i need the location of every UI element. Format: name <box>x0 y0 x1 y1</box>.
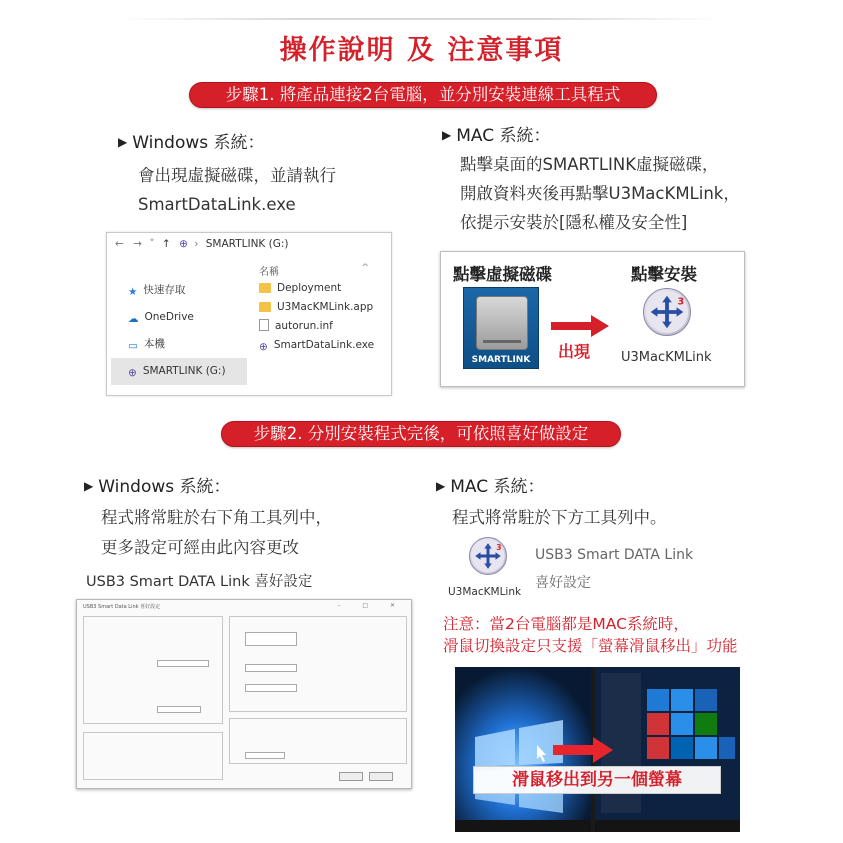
address-text[interactable]: SMARTLINK (G:) <box>205 238 289 250</box>
file-icon <box>259 319 269 331</box>
explorer-nav-pane <box>111 277 247 385</box>
page-title: 操作說明 及 注意事項 <box>279 35 564 66</box>
window-controls[interactable]: – □ ✕ <box>337 602 405 609</box>
step1-windows-heading: ▶ Windows 系統： <box>118 133 265 153</box>
u3mackmlink-app-icon[interactable] <box>643 288 691 336</box>
folder-icon <box>259 283 271 293</box>
step1-mac-text: 點擊桌面的SMARTLINK虛擬磁碟， 開啟資料夾後再點擊U3MacKMLink， 依提示安裝於[隱私權及安全性] <box>460 155 740 232</box>
svg-text:3: 3 <box>677 296 685 308</box>
step2-mac-text: 程式將常駐於下方工具列中。 <box>452 508 667 527</box>
number-input[interactable] <box>157 706 201 713</box>
settings-caption: USB3 Smart DATA Link 喜好設定 <box>86 574 313 590</box>
file-item-autorun[interactable]: autorun.inf <box>259 317 389 336</box>
app-icon: ⊕ <box>259 341 268 353</box>
option-box-1 <box>245 632 297 646</box>
step2-mac-heading: ▶ MAC 系統： <box>436 477 545 497</box>
monitor-icon: ▭ <box>128 340 138 352</box>
mac-note: 注意：當2台電腦都是MAC系統時， 滑鼠切換設定只支援「螢幕滑鼠移出」功能 <box>443 615 738 655</box>
dropdown-select[interactable] <box>157 660 209 667</box>
option-box-3 <box>245 684 297 692</box>
triangle-bullet-icon: ▶ <box>442 128 452 142</box>
option-box-2 <box>245 664 297 672</box>
red-arrow-icon <box>551 315 609 337</box>
back-icon[interactable]: ← <box>115 238 124 250</box>
u3mackmlink-tray-icon[interactable] <box>469 537 507 575</box>
move-screen-label: 滑鼠移出到另一個螢幕 <box>473 766 721 794</box>
smartlink-disk-icon[interactable] <box>463 287 539 369</box>
step2-windows-heading: ▶ Windows 系統： <box>84 477 231 497</box>
step1-mac-heading: ▶ MAC 系統： <box>442 126 551 146</box>
star-icon: ★ <box>128 286 138 298</box>
triangle-bullet-icon: ▶ <box>118 135 128 149</box>
drive-icon: ⊕ <box>179 238 188 250</box>
sort-caret-icon: ^ <box>361 263 369 273</box>
explorer-file-list <box>259 263 389 355</box>
settings-group-left-top <box>83 616 223 724</box>
nav-item-quick-access[interactable]: ★ 快速存取 <box>111 277 247 304</box>
cancel-button[interactable] <box>369 772 393 781</box>
ok-button[interactable] <box>339 772 363 781</box>
triangle-bullet-icon: ▶ <box>436 479 446 493</box>
preferences-dialog <box>76 599 412 789</box>
file-explorer-window <box>106 232 392 396</box>
right-screen <box>595 667 740 832</box>
right-taskbar <box>595 820 740 832</box>
settings-group-left-bottom <box>83 732 223 780</box>
triangle-bullet-icon: ▶ <box>84 479 94 493</box>
cloud-icon: ☁ <box>128 313 139 325</box>
step1-banner: 步驟1. 將產品連接2台電腦，並分別安裝連線工具程式 <box>189 82 657 108</box>
hotkey-input[interactable] <box>245 752 285 759</box>
mac-install-panel <box>440 251 745 387</box>
step2-banner: 步驟2. 分別安裝程式完後，可依照喜好做設定 <box>221 421 621 447</box>
step2-windows-text: 程式將常駐於右下角工具列中， 更多設定可經由此內容更改 <box>101 508 332 557</box>
step1-windows-text: 會出現虛擬磁碟，並請執行 SmartDataLink.exe <box>138 166 336 214</box>
nav-item-smartlink[interactable]: ⊕ SMARTLINK (G:) <box>111 358 247 385</box>
dual-screen-screenshot <box>455 667 740 832</box>
up-icon[interactable]: ↑ <box>161 238 171 250</box>
u3mackmlink-label: U3MacKMLink <box>621 350 712 365</box>
breadcrumb-separator: › <box>194 238 199 250</box>
click-install-label: 點擊安裝 <box>631 265 697 284</box>
tray-app-description: USB3 Smart DATA Link 喜好設定 <box>535 547 694 591</box>
folder-icon <box>259 302 271 312</box>
nav-item-this-pc[interactable]: ▭ 本機 <box>111 331 247 358</box>
chevron-down-icon[interactable]: ˅ <box>149 238 155 250</box>
top-divider <box>120 18 720 20</box>
dialog-title: USB3 Smart Data Link 喜好設定 <box>83 604 161 610</box>
file-item-deployment[interactable]: Deployment <box>259 279 389 298</box>
svg-text:3: 3 <box>496 543 502 552</box>
left-taskbar <box>455 820 591 832</box>
tray-app-name: U3MacKMLink <box>448 586 522 598</box>
file-item-smartdatalink-exe[interactable]: ⊕ SmartDataLink.exe <box>259 336 389 355</box>
explorer-address-bar <box>107 233 391 257</box>
file-item-u3mackmlink-app[interactable]: U3MacKMLink.app <box>259 298 389 317</box>
column-header-name[interactable]: 名稱 <box>259 267 279 278</box>
drive-icon: ⊕ <box>128 367 137 379</box>
red-arrow-icon <box>553 737 613 763</box>
click-disk-label: 點擊虛擬磁碟 <box>453 265 552 284</box>
appear-label: 出現 <box>558 342 591 361</box>
forward-icon[interactable]: → <box>133 238 142 250</box>
nav-item-onedrive[interactable]: ☁ OneDrive <box>111 304 247 331</box>
disk-name-label: SMARTLINK <box>471 355 531 365</box>
